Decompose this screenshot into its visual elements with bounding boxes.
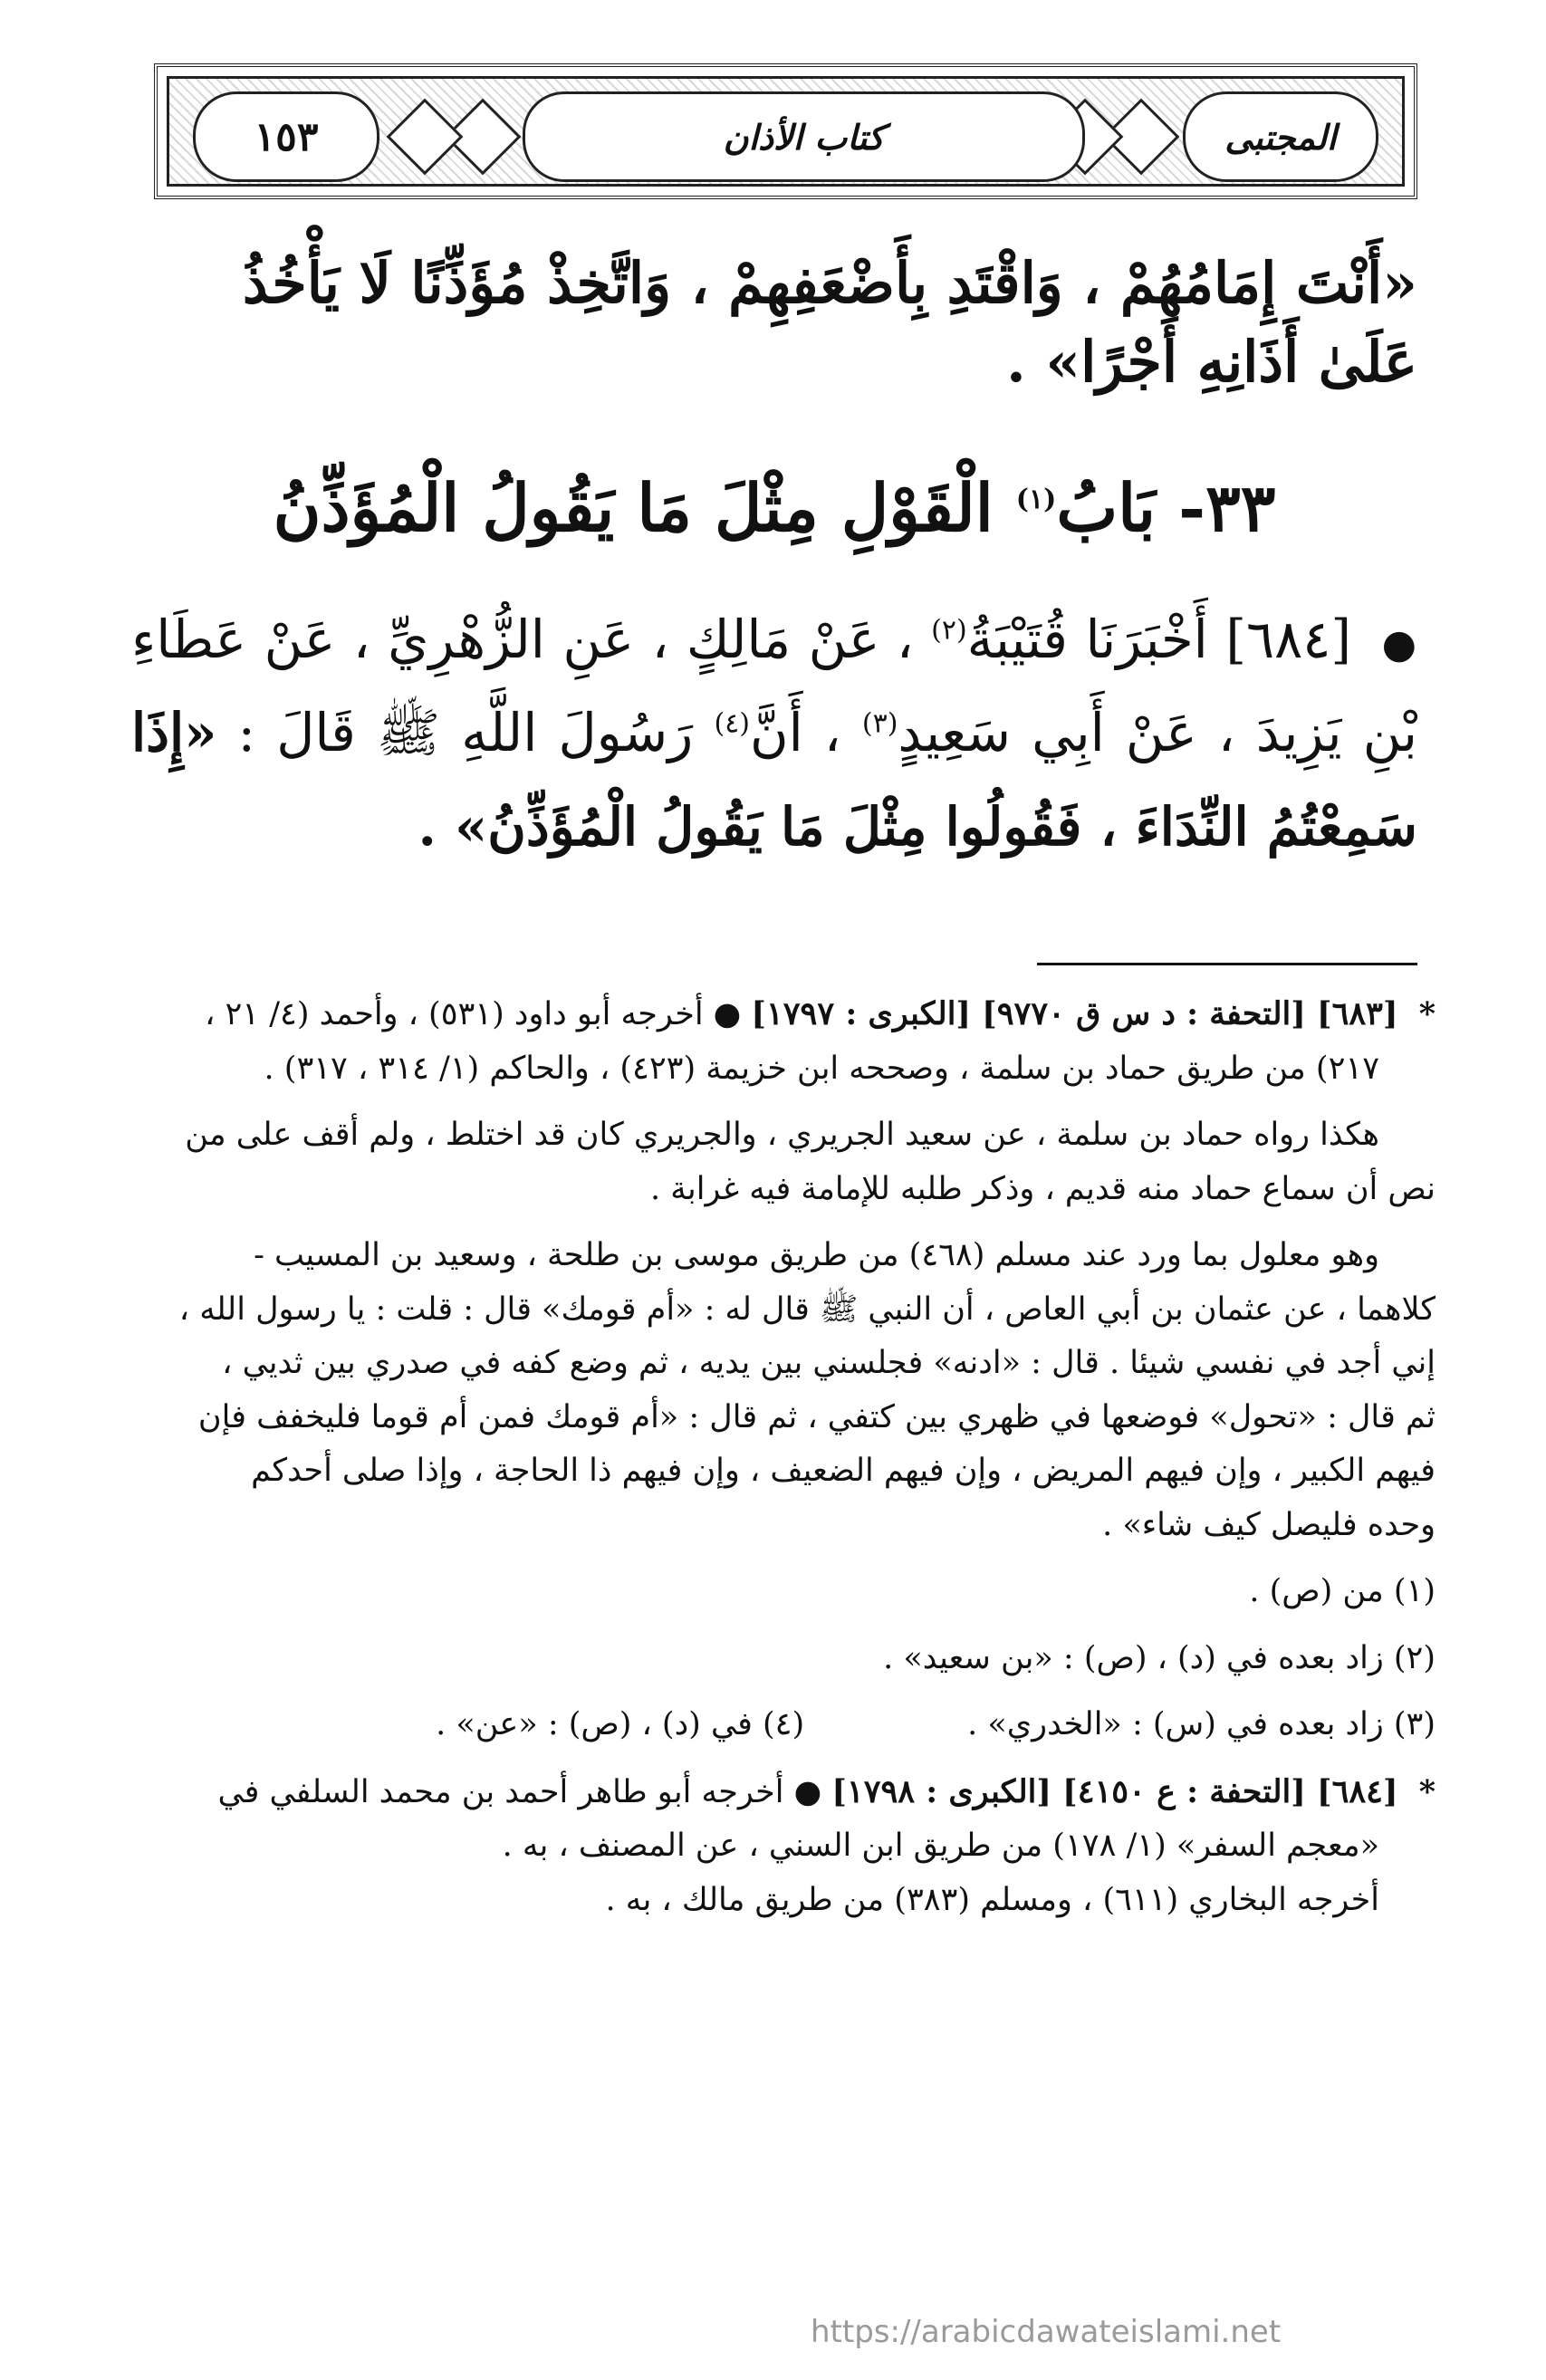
hadith-isnad-end: ، أَنَّ: [750, 702, 841, 764]
footnote-marker: (٤): [714, 708, 751, 741]
header-ornament-band: [167, 76, 1405, 187]
chapter-title: الْقَوْلِ مِثْلَ مَا يَقُولُ الْمُؤَذِّنُ: [273, 468, 994, 546]
hadith-684: [131, 593, 1417, 874]
page-number-cartouche: [193, 91, 379, 182]
watermark-url: https://arabicdawateislami.net: [811, 2314, 1282, 2350]
hadith-number: [٦٨٤]: [1225, 609, 1352, 671]
page-number: ١٥٣: [254, 113, 319, 160]
note-683-line: كلاهما ، عن عثمان بن أبي العاص ، أن النبي ﷺ قال له : «أم قومك» قال : قلت : يا رسول الله ،: [178, 1291, 1436, 1328]
hadith-continuation: «أَنْتَ إِمَامُهُمْ ، وَاقْتَدِ بِأَضْعَفِهِمْ ، وَاتَّخِذْ مُؤَذِّنًا لَا يَأْخُذُ عَلَىٰ أَذَانِهِ أَجْرًا» .: [242, 250, 1417, 395]
note-star: *: [1418, 1772, 1436, 1810]
hadith-isnad-start: أَخْبَرَنَا قُتَيْبَةُ: [966, 609, 1208, 671]
note-683-line: هكذا رواه حماد بن سلمة ، عن سعيد الجريري ، والجريري كان قد اختلط ، ولم أقف على من: [185, 1117, 1379, 1153]
note-684-line: [131, 1765, 1436, 1820]
note-683-line: وهو معلول بما ورد عند مسلم (٤٦٨) من طريق موسى بن طلحة ، وسعيد بن المسيب -: [254, 1237, 1379, 1273]
footnotes: [131, 987, 1436, 1927]
note-683-line: ٢١٧) من طريق حماد بن سلمة ، وصححه ابن خزيمة (٤٢٣) ، والحاكم (١/ ٣١٤ ، ٣١٧) .: [264, 1050, 1379, 1087]
note-684-text: ● أخرجه أبو طاهر أحمد بن محمد السلفي في: [217, 1773, 822, 1810]
footnote-2: (٢) زاد بعده في (د) ، (ص) : «بن سعيد» .: [883, 1639, 1436, 1676]
note-683-line: [131, 987, 1436, 1042]
footnote-1: (١) من (ص) .: [1249, 1573, 1436, 1609]
book-title-cartouche: [1183, 91, 1378, 182]
page-header: [154, 63, 1417, 199]
hadith-attribution: رَسُولَ اللَّهِ ﷺ قَالَ :: [237, 702, 694, 764]
footnote-marker: (١): [1015, 483, 1057, 515]
note-684-line: «معجم السفر» (١/ ١٧٨) من طريق ابن السني ، عن المصنف ، به .: [502, 1828, 1379, 1864]
footnote-row: [131, 1698, 1436, 1752]
note-683-text: ● أخرجه أبو داود (٥٣١) ، وأحمد (٤/ ٢١ ،: [205, 996, 742, 1032]
hadith-matn: إِذَا سَمِعْتُمُ النِّدَاءَ ، فَقُولُوا مِثْلَ مَا يَقُولُ الْمُؤَذِّنُ» .: [131, 702, 1417, 858]
footnote-4: (٤) في (د) ، (ص) : «عن» .: [436, 1706, 805, 1742]
note-684-ref: [٦٨٤] [التحفة : ع ٤١٥٠] [الكبرى : ١٧٩٨]: [831, 1772, 1398, 1810]
footnote-3: (٣) زاد بعده في (س) : «الخدري» .: [967, 1706, 1436, 1742]
main-text: [131, 245, 1417, 874]
running-chapter-title: كتاب الأذان: [723, 116, 885, 158]
note-683-line: نص أن سماع حماد منه قديم ، وذكر طلبه للإمامة فيه غرابة .: [649, 1170, 1436, 1207]
footnote-separator: [1037, 963, 1417, 965]
bullet-icon: ●: [1381, 621, 1418, 668]
note-683-line: إني أجد في نفسي شيئا . قال : «ادنه» فجلسني بين يديه ، ثم وضع كفه في صدري بين ثديي ،: [222, 1345, 1436, 1381]
note-683-line: فيهم الكبير ، وإن فيهم المريض ، وإن فيهم الضعيف ، وإن فيهم ذا الحاجة ، وإذا صلى أحدكم: [251, 1453, 1436, 1489]
note-683-ref: [٦٨٣] [التحفة : د س ق ٩٧٧٠] [الكبرى : ١٧٩٧]: [751, 995, 1398, 1032]
footnote-marker: (٢): [931, 614, 967, 647]
chapter-number: ٣٣-: [1178, 468, 1276, 546]
ornament-knot: [387, 99, 464, 176]
chapter-heading: [131, 465, 1417, 551]
hadith-matn-open: «: [184, 702, 217, 764]
note-684-line: أخرجه البخاري (٦١١) ، ومسلم (٣٨٣) من طريق مالك ، به .: [605, 1881, 1379, 1918]
footnote-marker: (٣): [861, 708, 898, 741]
hadith-isnad: ، عَنْ مَالِكٍ ، عَنِ الزُّهْرِيِّ ، عَنْ عَطَاءِ بْنِ يَزِيدَ ، عَنْ أَبِي سَعِيدٍ: [131, 609, 1418, 764]
chapter-title-cartouche: [523, 91, 1085, 182]
book-title: المجتبى: [1224, 116, 1337, 158]
note-683-line: وحده فليصل كيف شاء» .: [1102, 1506, 1436, 1543]
chapter-bab: بَابُ: [1056, 468, 1157, 546]
note-683-line: ثم قال : «تحول» فوضعها في ظهري بين كتفي ، ثم قال : «أم قومك فمن أم قوما فليخفف فإن: [197, 1398, 1436, 1435]
note-star: *: [1418, 995, 1436, 1032]
